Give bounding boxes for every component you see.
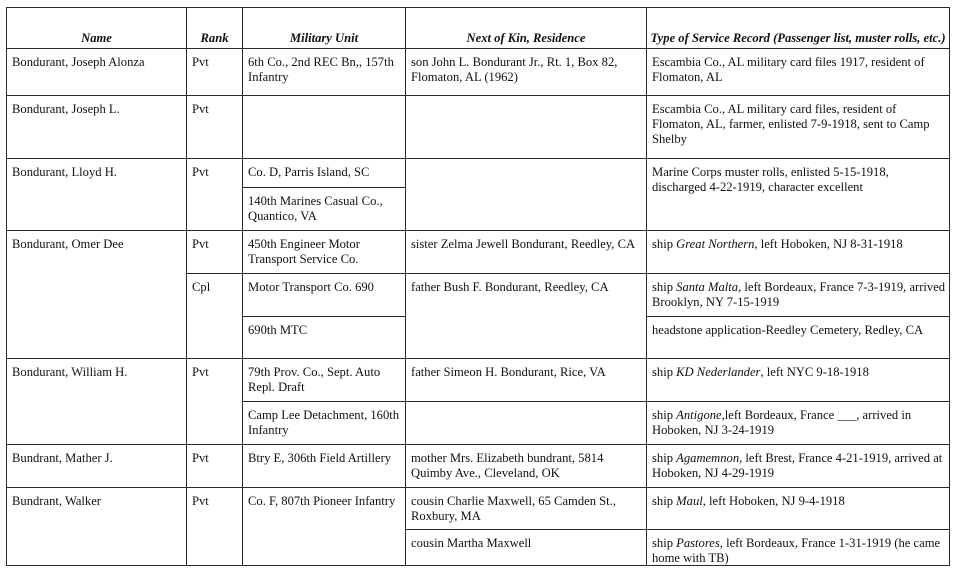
row7-name (6, 487, 187, 566)
row5-kin-2 (405, 401, 647, 445)
header-kin-text: Next of Kin, Residence (466, 31, 586, 45)
row7-record-1-ship: Maul (676, 494, 703, 508)
header-unit (242, 7, 406, 49)
row7-kin-2-text: cousin Martha Maxwell (411, 536, 532, 550)
row3-kin (405, 158, 647, 231)
row5-record-1 (646, 358, 950, 402)
row5-record-2-pre: ship (652, 408, 677, 422)
row4-record-1-ship: Great Northern (676, 237, 755, 251)
row7-kin-1-text: cousin Charlie Maxwell, 65 Camden St., Roxbury, MA (411, 494, 616, 524)
row6-record (646, 444, 950, 488)
row7-record-1 (646, 487, 950, 530)
row5-rank (186, 358, 243, 445)
row4-rank-2 (186, 273, 243, 359)
row4-record-1-pre: ship (652, 237, 677, 251)
row4-rank-1 (186, 230, 243, 274)
row2-name-text: Bondurant, Joseph L. (12, 102, 120, 116)
row2-unit (242, 95, 406, 159)
row1-kin (405, 48, 647, 96)
row1-record-text: Escambia Co., AL military card files 1917, resident of Flomaton, AL (652, 55, 925, 85)
row7-rank (186, 487, 243, 566)
row4-record-1 (646, 230, 950, 274)
row4-record-1-post: , left Hoboken, NJ 8-31-1918 (754, 237, 903, 251)
row1-rank (186, 48, 243, 96)
row7-record-2-ship: Pastores (676, 536, 720, 550)
row7-record-1-pre: ship (652, 494, 677, 508)
row4-record-3 (646, 316, 950, 359)
row4-record-3-text: headstone application-Reedley Cemetery, Redley, CA (652, 323, 924, 337)
row1-kin-text: son John L. Bondurant Jr., Rt. 1, Box 82, Flomaton, AL (1962) (411, 55, 618, 85)
row1-record (646, 48, 950, 96)
row7-unit-text: Co. F, 807th Pioneer Infantry (248, 494, 396, 508)
row3-unit-2-text: 140th Marines Casual Co., Quantico, VA (248, 194, 383, 224)
row5-record-1-post: , left NYC 9-18-1918 (760, 365, 869, 379)
row6-record-post: , left Brest, France 4-21-1919, arrived at Hoboken, NJ 4-29-1919 (652, 451, 943, 481)
row4-rank-2-text: Cpl (192, 280, 211, 294)
row7-kin-2 (405, 529, 647, 566)
row4-name-text: Bondurant, Omer Dee (12, 237, 124, 251)
row5-record-2-ship: Antigone (676, 408, 722, 422)
row3-record-text: Marine Corps muster rolls, enlisted 5-15-1918, discharged 4-22-1919, character excellent (652, 165, 889, 195)
row3-unit-1-text: Co. D, Parris Island, SC (248, 165, 370, 179)
header-rank (186, 7, 243, 49)
row1-name (6, 48, 187, 96)
row1-name-text: Bondurant, Joseph Alonza (12, 55, 145, 69)
row4-rank-1-text: Pvt (192, 237, 209, 251)
row3-unit-2 (242, 187, 406, 231)
row6-unit (242, 444, 406, 488)
row5-unit-2-text: Camp Lee Detachment, 160th Infantry (248, 408, 400, 438)
header-unit-text: Military Unit (289, 31, 359, 45)
service-records-table (6, 7, 950, 566)
row5-unit-1 (242, 358, 406, 402)
row2-name (6, 95, 187, 159)
header-name (6, 7, 187, 49)
row4-unit-1-text: 450th Engineer Motor Transport Service Co. (248, 237, 360, 267)
row5-record-2 (646, 401, 950, 445)
row6-name-text: Bundrant, Mather J. (12, 451, 113, 465)
row5-name (6, 358, 187, 445)
row2-rank-text: Pvt (192, 102, 209, 116)
row2-rank (186, 95, 243, 159)
row1-unit (242, 48, 406, 96)
row6-record-pre: ship (652, 451, 677, 465)
row3-unit-1 (242, 158, 406, 188)
row4-name (6, 230, 187, 359)
row2-record (646, 95, 950, 159)
row7-record-2 (646, 529, 950, 566)
row6-record-ship: Agamemnon (676, 451, 740, 465)
row6-kin (405, 444, 647, 488)
row6-rank-text: Pvt (192, 451, 209, 465)
row2-kin (405, 95, 647, 159)
row1-unit-text: 6th Co., 2nd REC Bn,, 157th Infantry (248, 55, 394, 85)
row5-kin-1 (405, 358, 647, 402)
row5-unit-2 (242, 401, 406, 445)
row3-record (646, 158, 950, 231)
row3-name (6, 158, 187, 231)
row2-record-text: Escambia Co., AL military card files, resident of Flomaton, AL, farmer, enlisted 7-9-1918, sent to Camp Shelby (652, 102, 930, 147)
row6-kin-text: mother Mrs. Elizabeth bundrant, 5814 Quimby Ave., Cleveland, OK (411, 451, 604, 481)
row6-rank (186, 444, 243, 488)
row5-rank-text: Pvt (192, 365, 209, 379)
row4-unit-3 (242, 316, 406, 359)
row4-record-2-post: , left Bordeaux, France 7-3-1919, arrived Brooklyn, NY 7-15-1919 (652, 280, 946, 310)
row4-kin-2 (405, 273, 647, 359)
row7-name-text: Bundrant, Walker (12, 494, 101, 508)
row4-unit-2 (242, 273, 406, 317)
row5-record-2-post: ,left Bordeaux, France ___, arrived in Hoboken, NJ 3-24-1919 (652, 408, 912, 438)
header-record-text: Type of Service Record (Passenger list, muster rolls, etc.) (650, 31, 946, 45)
row7-unit (242, 487, 406, 566)
row4-kin-1-text: sister Zelma Jewell Bondurant, Reedley, CA (411, 237, 636, 251)
header-rank-text: Rank (200, 31, 229, 45)
row7-record-1-post: , left Hoboken, NJ 9-4-1918 (702, 494, 845, 508)
row5-kin-1-text: father Simeon H. Bondurant, Rice, VA (411, 365, 606, 379)
row6-name (6, 444, 187, 488)
row5-record-1-ship: KD Nederlander (676, 365, 761, 379)
row3-rank-text: Pvt (192, 165, 209, 179)
row1-rank-text: Pvt (192, 55, 209, 69)
row4-record-2-ship: Santa Malta (676, 280, 739, 294)
row7-kin-1 (405, 487, 647, 530)
row4-unit-1 (242, 230, 406, 274)
header-name-text: Name (81, 31, 112, 45)
row4-unit-2-text: Motor Transport Co. 690 (248, 280, 374, 294)
row5-record-1-pre: ship (652, 365, 677, 379)
row7-rank-text: Pvt (192, 494, 209, 508)
row4-record-2-pre: ship (652, 280, 677, 294)
header-record (646, 7, 950, 49)
row3-rank (186, 158, 243, 231)
header-kin (405, 7, 647, 49)
row3-name-text: Bondurant, Lloyd H. (12, 165, 117, 179)
row4-kin-2-text: father Bush F. Bondurant, Reedley, CA (411, 280, 609, 294)
row4-unit-3-text: 690th MTC (248, 323, 308, 337)
row5-unit-1-text: 79th Prov. Co., Sept. Auto Repl. Draft (248, 365, 381, 395)
row4-kin-1 (405, 230, 647, 274)
row7-record-2-post: , left Bordeaux, France 1-31-1919 (he came home with TB) (652, 536, 941, 566)
row5-name-text: Bondurant, William H. (12, 365, 128, 379)
row7-record-2-pre: ship (652, 536, 677, 550)
row4-record-2 (646, 273, 950, 317)
row6-unit-text: Btry E, 306th Field Artillery (248, 451, 392, 465)
